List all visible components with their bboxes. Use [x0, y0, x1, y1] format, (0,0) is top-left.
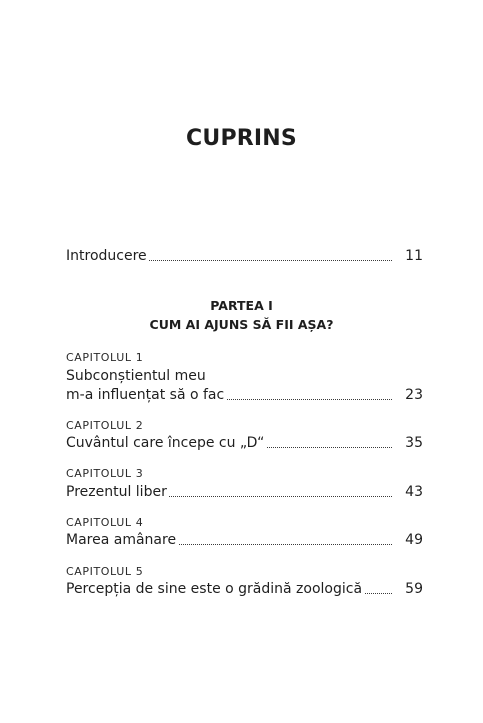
part-title: CUM AI AJUNS SĂ FII AȘA? [149, 317, 334, 332]
toc-entry-chapter-5[interactable] [66, 579, 423, 599]
chapter-number: CAPITOLUL 3 [66, 467, 144, 480]
toc-entry-label: Prezentul liber [66, 484, 167, 500]
toc-entry-chapter-2[interactable] [66, 433, 423, 453]
toc-page-number: 49 [405, 532, 423, 548]
toc-entry-chapter-3[interactable] [66, 482, 423, 502]
chapter-number: CAPITOLUL 2 [66, 419, 144, 432]
toc-entry-chapter-4[interactable] [66, 530, 423, 550]
toc-page-number: 11 [405, 248, 423, 264]
toc-page-number: 43 [405, 484, 423, 500]
toc-page-number: 59 [405, 581, 423, 597]
part-number: PARTEA I [210, 298, 273, 313]
chapter-number: CAPITOLUL 1 [66, 351, 144, 364]
toc-entry-label: Marea amânare [66, 532, 177, 548]
toc-entry-label: Introducere [66, 248, 147, 264]
page-title: CUPRINS [186, 126, 297, 151]
toc-entry-label: Percepția de sine este o grădină zoologică [66, 581, 363, 597]
toc-entry-label: m-a influențat să o fac [66, 387, 225, 403]
toc-entry-chapter-1[interactable] [66, 385, 423, 405]
toc-entry-intro[interactable] [66, 246, 423, 266]
chapter-title-line: Subconștientul meu [66, 368, 206, 384]
toc-page-number: 35 [405, 435, 423, 451]
toc-entry-label: Cuvântul care începe cu „D“ [66, 435, 265, 451]
chapter-number: CAPITOLUL 4 [66, 516, 144, 529]
chapter-number: CAPITOLUL 5 [66, 565, 144, 578]
toc-page-number: 23 [405, 387, 423, 403]
